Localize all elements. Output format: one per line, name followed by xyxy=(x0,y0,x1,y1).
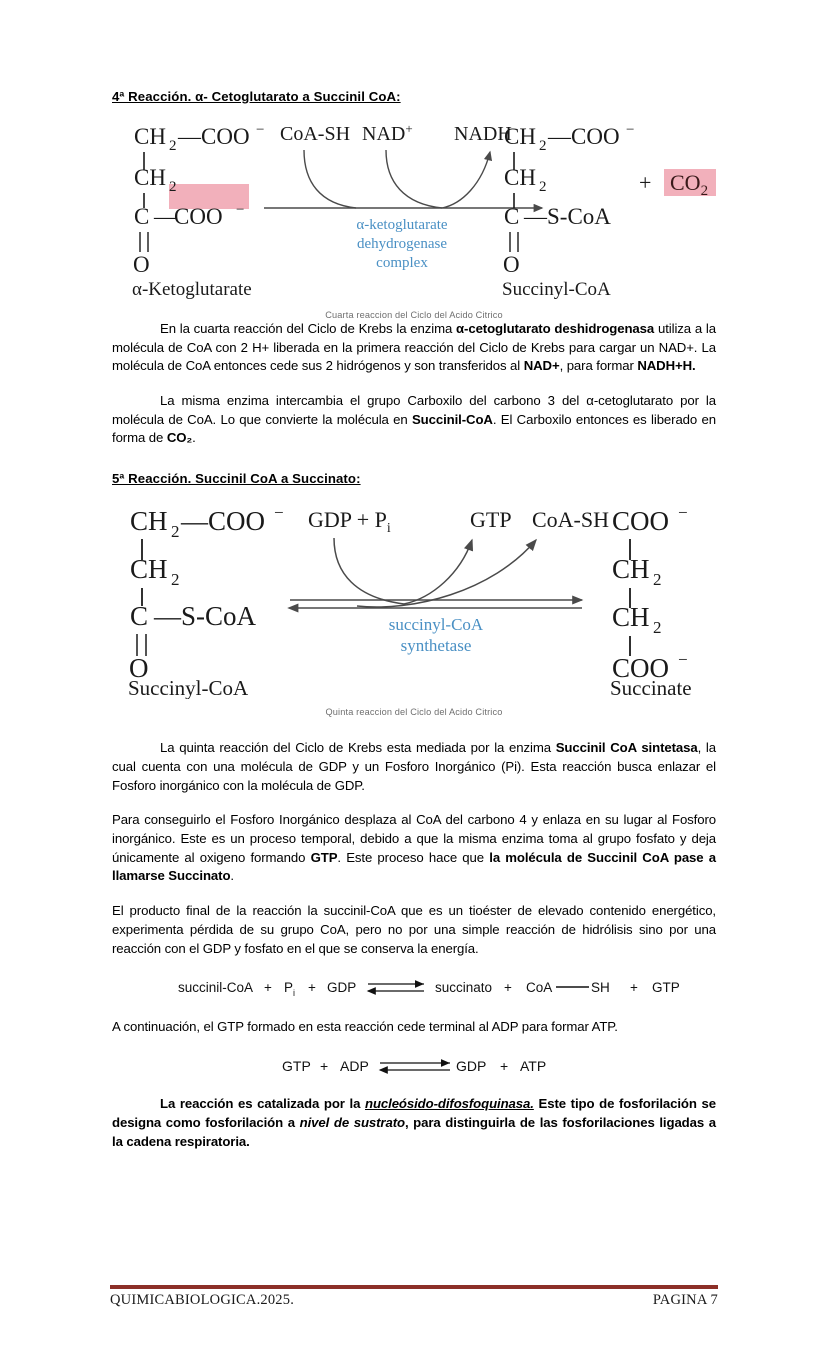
text-run: , para formar xyxy=(559,358,638,374)
svg-text:C: C xyxy=(130,601,149,632)
eq1-right-term-1: succinato xyxy=(435,980,493,996)
text-run-bold: NADH+H. xyxy=(637,358,696,374)
svg-text:CH: CH xyxy=(612,554,650,585)
footer-title: QUIMICABIOLOGICA.2025. xyxy=(110,1292,295,1308)
cofactor-coa-sh: CoA-SH xyxy=(280,122,351,145)
svg-text:CH: CH xyxy=(504,123,536,149)
svg-text:CH: CH xyxy=(134,123,166,149)
paragraph-5-2 xyxy=(112,811,716,886)
svg-text:COO: COO xyxy=(612,653,670,684)
svg-text:2: 2 xyxy=(169,137,177,154)
paragraph-after-eq1 xyxy=(112,1018,716,1037)
product-structure xyxy=(503,122,634,277)
text-run-emphasis: nucleósido-difosfoquinasa. xyxy=(364,1096,534,1112)
svg-text:—S-CoA: —S-CoA xyxy=(524,203,611,229)
text-run-bold: NAD+ xyxy=(523,358,560,374)
eq1-left-term-3: GDP xyxy=(327,980,357,996)
substrate-name: α-Ketoglutarate xyxy=(132,278,252,300)
svg-text:−: − xyxy=(274,503,284,523)
svg-text:2: 2 xyxy=(539,178,547,195)
page-footer xyxy=(110,1292,718,1309)
text-run-bold: Succinil CoA sintetasa xyxy=(555,740,698,756)
text-run-italic: nivel de sustrato xyxy=(299,1114,405,1130)
footer-divider xyxy=(110,1285,718,1289)
svg-text:−: − xyxy=(678,650,688,670)
page-number: PAGINA 7 xyxy=(652,1292,718,1308)
section-heading-reaction-4: 4ª Reacción. α- Cetoglutarato a Succinil CoA: xyxy=(112,89,401,104)
svg-text:−: − xyxy=(236,201,245,218)
eq2-right-term-2: ATP xyxy=(520,1058,547,1075)
cofactor-nadh: NADH xyxy=(454,122,512,145)
svg-text:C: C xyxy=(134,203,150,229)
eq1-right-term-3: SH xyxy=(591,980,610,996)
text-run: . xyxy=(192,430,196,446)
product-name-5: Succinate xyxy=(610,676,692,700)
svg-text:2: 2 xyxy=(653,570,662,590)
eq1-right-term-4: GTP xyxy=(652,980,680,996)
svg-text:2: 2 xyxy=(169,178,177,195)
eq1-left-term-1: succinil-CoA xyxy=(178,980,254,996)
eq2-plus-2: + xyxy=(500,1058,509,1075)
svg-text:—S-CoA: —S-CoA xyxy=(154,601,257,632)
cofactor-gdp-pi: GDP + $P_i$ xyxy=(308,507,391,537)
svg-text:CH: CH xyxy=(130,554,168,585)
cofactor-in-arc-2 xyxy=(386,150,442,208)
text-run: . El Carboxilo entonces es liberado en forma de xyxy=(112,411,716,446)
text-run: En la cuarta reacción del Ciclo de Krebs la enzima xyxy=(160,320,457,336)
text-run: A continuación, el GTP formado en esta reacción cede terminal al ADP para formar ATP. xyxy=(112,1019,618,1035)
svg-text:O: O xyxy=(129,653,149,684)
text-run-bold: la molécula de Succinil CoA pase a llamarse Succinato xyxy=(112,849,716,884)
cofactor-in-arc-1 xyxy=(304,150,356,208)
text-run-bold: CO₂ xyxy=(166,430,193,446)
svg-text:2: 2 xyxy=(171,522,180,542)
svg-text:O: O xyxy=(503,251,520,277)
svg-text:O: O xyxy=(133,251,150,277)
svg-text:2: 2 xyxy=(171,570,180,590)
svg-text:—COO: —COO xyxy=(548,123,620,149)
text-run: . Este proceso hace que xyxy=(337,849,490,865)
text-run: , la cual cuenta con una molécula de GDP y un Fosforo Inorgánico (Pi). Esta reacción busca enlazar el Fosforo inorgánico con la molécula de GDP. xyxy=(112,740,716,793)
text-run: utiliza a la molécula de CoA con 2 H+ liberada en la primera reacción del Ciclo de Krebs para cargar un NAD+. La molécula de CoA entonces cede sus 2 hidrógenos y son transferidos al xyxy=(112,320,716,374)
equation-succinil-coa xyxy=(112,974,716,1004)
svg-text:—COO: —COO xyxy=(181,506,266,537)
svg-text:complex: complex xyxy=(376,254,428,271)
byproduct-co2: $CO_2$ xyxy=(670,169,709,199)
svg-text:dehydrogenase: dehydrogenase xyxy=(357,235,447,252)
cofactor-nad-plus: NAD+ xyxy=(362,120,413,145)
text-run: . xyxy=(230,868,234,884)
eq1-left-term-2: $P_i$ xyxy=(284,980,296,999)
text-run-bold: Este tipo de fosforilación se designa como fosforilación a xyxy=(112,1096,716,1130)
reaction-4-diagram xyxy=(112,112,716,302)
paragraph-4-1 xyxy=(112,320,716,376)
svg-text:CH: CH xyxy=(504,164,536,190)
eq1-plus-3: + xyxy=(504,980,512,996)
svg-text:−: − xyxy=(678,503,688,523)
eq1-plus-1: + xyxy=(264,980,272,996)
text-run-bold: GTP xyxy=(310,849,338,865)
paragraph-4-2 xyxy=(112,392,716,448)
substrate-name-5: Succinyl-CoA xyxy=(128,676,249,700)
svg-text:succinyl-CoA: succinyl-CoA xyxy=(388,615,484,635)
svg-text:α-ketoglutarate: α-ketoglutarate xyxy=(356,216,448,233)
equation-gtp-adp xyxy=(112,1053,716,1081)
substrate-structure-5 xyxy=(129,503,284,683)
product-name: Succinyl-CoA xyxy=(502,278,611,300)
equation-1-svg xyxy=(112,974,716,1004)
svg-text:CH: CH xyxy=(612,602,650,633)
figure-4-caption: Cuarta reaccion del Ciclo del Acido Citrico xyxy=(325,309,503,320)
text-run-bold: α-cetoglutarato deshidrogenasa xyxy=(456,320,655,336)
svg-text:—: — xyxy=(154,203,177,229)
plus-sign: + xyxy=(639,169,652,195)
text-run-bold: , para distinguirla de las fosforilaciones ligadas a la cadena respiratoria. xyxy=(112,1114,716,1149)
eq1-right-term-2: CoA xyxy=(526,980,553,996)
svg-text:synthetase: synthetase xyxy=(400,636,472,656)
text-run: La misma enzima intercambia el grupo Carboxilo del carbono 3 del α-cetoglutarato por la molécula de CoA. Lo que convierte la molécula en xyxy=(112,393,716,427)
eq2-plus-1: + xyxy=(320,1058,329,1075)
text-run: El producto final de la reacción la succinil-CoA que es un tioéster de elevado contenido energético, experimenta pérdida de su grupo CoA, pero no por una simple reacción de hidrólisis sino por una reacción con el GDP y fosfato en el que se conserva la energía. xyxy=(112,903,716,956)
product-structure-5 xyxy=(612,503,688,683)
text-run-bold: La reacción es catalizada por la xyxy=(160,1096,365,1112)
figure-reaction-4 xyxy=(112,112,716,320)
cofactor-gtp: GTP xyxy=(470,507,512,533)
text-run-bold: Succinil-CoA xyxy=(411,411,493,427)
paragraph-5-3 xyxy=(112,902,716,958)
svg-text:−: − xyxy=(626,121,635,138)
svg-text:2: 2 xyxy=(653,618,662,638)
enzyme-label-5 xyxy=(389,615,484,655)
figure-reaction-5 xyxy=(112,494,716,717)
paragraph-final xyxy=(112,1095,716,1151)
figure-5-caption: Quinta reaccion del Ciclo del Acido Citrico xyxy=(325,707,503,718)
svg-text:CH: CH xyxy=(134,164,166,190)
eq2-left-term-1: GTP xyxy=(282,1058,311,1075)
svg-text:COO: COO xyxy=(612,506,670,537)
eq1-plus-2: + xyxy=(308,980,316,996)
eq2-right-term-1: GDP xyxy=(456,1058,487,1075)
section-heading-reaction-5: 5ª Reacción. Succinil CoA a Succinato: xyxy=(112,471,361,487)
enzyme-label xyxy=(356,217,447,271)
svg-text:−: − xyxy=(256,121,265,138)
cofactor-in-arc-5 xyxy=(334,538,404,604)
cofactor-out-arc-gtp xyxy=(404,540,472,604)
text-run: Para conseguirlo el Fosforo Inorgánico desplaza al CoA del carbono 4 y enlaza en su lugar al Fosforo inorgánico. Este es un proceso temporal, debido a que la misma enzima toma al grupo fosfato y deja únicamente al oxigeno formando xyxy=(112,812,716,865)
cofactor-coa-sh-5: CoA-SH xyxy=(532,507,610,533)
eq2-left-term-2: ADP xyxy=(340,1058,369,1075)
cofactor-out-arc-1 xyxy=(442,152,490,208)
svg-text:COO: COO xyxy=(174,203,223,229)
cofactor-out-arc-coash xyxy=(357,540,536,607)
paragraph-5-1 xyxy=(112,739,716,795)
svg-text:2: 2 xyxy=(539,137,547,154)
equation-2-svg xyxy=(112,1053,716,1081)
svg-text:C: C xyxy=(504,203,520,229)
svg-text:—COO: —COO xyxy=(178,123,250,149)
svg-text:CH: CH xyxy=(130,506,168,537)
page-content xyxy=(112,88,716,1167)
eq1-plus-4: + xyxy=(630,980,638,996)
text-run: La quinta reacción del Ciclo de Krebs esta mediada por la enzima xyxy=(160,740,556,756)
reaction-5-diagram xyxy=(112,494,716,699)
